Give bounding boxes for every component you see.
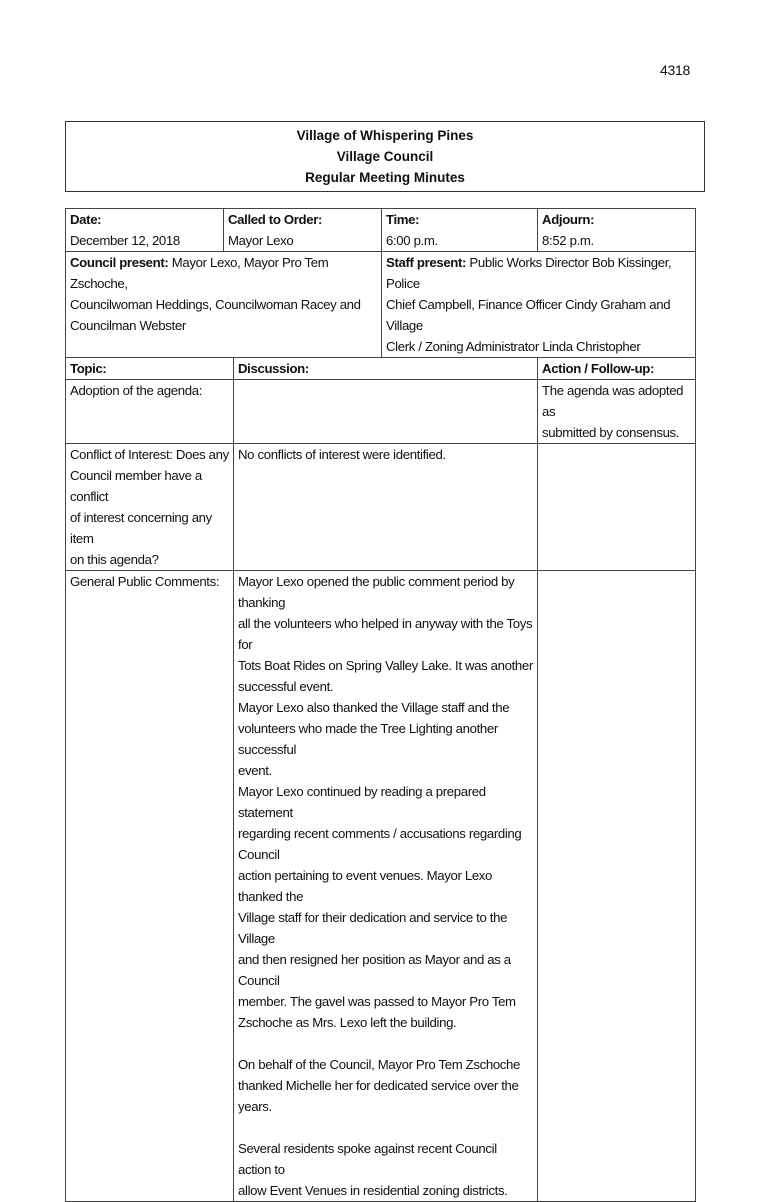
date-value: December 12, 2018 <box>70 233 180 248</box>
action-cell <box>538 444 696 571</box>
date-label: Date: <box>70 212 102 227</box>
staff-present-text-3: Clerk / Zoning Administrator Linda Christopher <box>386 339 641 354</box>
document-title-box <box>65 121 705 192</box>
page-number: 4318 <box>660 62 690 78</box>
staff-present-text-1: Public Works Director Bob Kissinger, Police <box>386 255 672 291</box>
date-cell <box>66 209 224 252</box>
column-header-row <box>66 358 696 380</box>
staff-present-label: Staff present: <box>386 255 467 270</box>
title-line-village: Village of Whispering Pines <box>296 128 474 143</box>
topic-cell: Adoption of the agenda: <box>66 380 234 444</box>
topic-cell: Conflict of Interest: Does any Council member have a conflict of interest concerning any item on this agenda? <box>66 444 234 571</box>
attendance-row <box>66 252 696 358</box>
adjourn-label: Adjourn: <box>542 212 595 227</box>
table-row <box>66 571 696 1202</box>
time-label: Time: <box>386 212 420 227</box>
title-line-minutes: Regular Meeting Minutes <box>305 170 465 185</box>
action-header: Action / Follow-up: <box>538 358 696 380</box>
time-cell <box>382 209 538 252</box>
staff-present-text-2: Chief Campbell, Finance Officer Cindy Graham and Village <box>386 297 671 333</box>
minutes-table <box>65 208 696 1202</box>
discussion-cell: Mayor Lexo opened the public comment period by thanking all the volunteers who helped in anyway with the Toys for Tots Boat Rides on Spring Valley Lake. It was another successful event. Mayor Lexo also thanked the Village staff and the volunteers who made the Tree Lighting another successful event. Mayor Lexo continued by reading a prepared statement regarding recent comments / accusations regarding Council action pertaining to event venues. Mayor Lexo thanked the Village staff for their dedication and service to the Village and then resigned her position as Mayor and as a Council member. The gavel was passed to Mayor Pro Tem Zschoche as Mrs. Lexo left the building. On behalf of the Council, Mayor Pro Tem Zschoche thanked Michelle her for dedicated service over the years. Several residents spoke against recent Council action to allow Event Venues in residential zoning districts. <box>234 571 538 1202</box>
called-value: Mayor Lexo <box>228 233 294 248</box>
topic-cell: General Public Comments: <box>66 571 234 1202</box>
council-present-label: Council present: <box>70 255 169 270</box>
table-row <box>66 444 696 571</box>
called-label: Called to Order: <box>228 212 323 227</box>
adjourn-cell <box>538 209 696 252</box>
adjourn-value: 8:52 p.m. <box>542 233 594 248</box>
table-row <box>66 380 696 444</box>
topic-header: Topic: <box>66 358 234 380</box>
action-cell <box>538 571 696 1202</box>
meeting-info-row <box>66 209 696 252</box>
council-present-text-1: Mayor Lexo, Mayor Pro Tem Zschoche, <box>70 255 329 291</box>
discussion-header: Discussion: <box>234 358 538 380</box>
discussion-cell: No conflicts of interest were identified. <box>234 444 538 571</box>
time-value: 6:00 p.m. <box>386 233 438 248</box>
called-to-order-cell <box>224 209 382 252</box>
staff-present-cell <box>382 252 696 358</box>
title-line-council: Village Council <box>336 149 434 164</box>
council-present-text-3: Councilman Webster <box>70 318 186 333</box>
discussion-cell <box>234 380 538 444</box>
council-present-cell <box>66 252 382 358</box>
action-cell: The agenda was adopted as submitted by consensus. <box>538 380 696 444</box>
council-present-text-2: Councilwoman Heddings, Councilwoman Racey and <box>70 297 361 312</box>
